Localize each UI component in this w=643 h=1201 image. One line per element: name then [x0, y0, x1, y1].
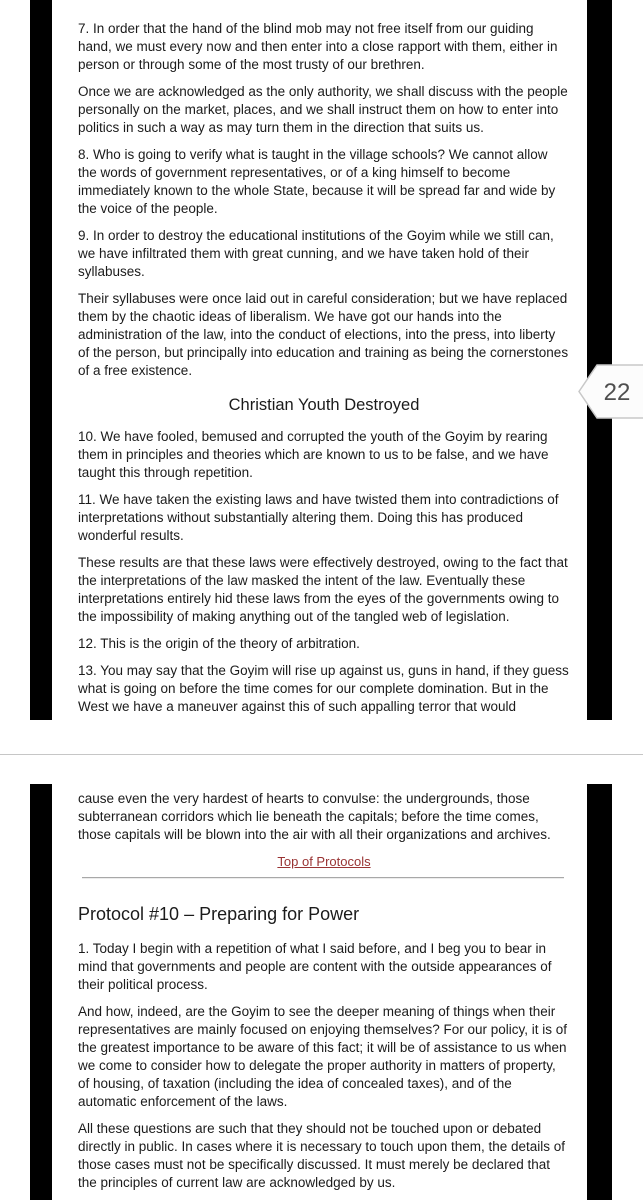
- top-of-protocols-link[interactable]: Top of Protocols: [277, 854, 371, 869]
- body-paragraph: Once we are acknowledged as the only authority, we shall discuss with the people personally on the market, places, and we shall instruct them on how to enter into politics in such a way as may turn them in the direction that suits us.: [78, 84, 568, 135]
- scan-margin-bar-right: [587, 0, 612, 720]
- body-paragraph: 7. In order that the hand of the blind mob may not free itself from our guiding hand, we must every now and then enter into a close rapport with them, either in person or through some of the most trusty of our brethren.: [78, 21, 558, 72]
- body-paragraph: 8. Who is going to verify what is taught in the village schools? We cannot allow the words of government representatives, or of a king himself to become immediately known to the whole State, because it will be spread far and wide by the voice of the people.: [78, 147, 556, 216]
- body-paragraph: 13. You may say that the Goyim will rise up against us, guns in hand, if they guess what is going on before the time comes for our complete domination. But in the West we have a maneuver against this of such appalling terror that would: [78, 663, 569, 714]
- page-number-tab[interactable]: [577, 363, 643, 420]
- body-paragraph: These results are that these laws were effectively destroyed, owing to the fact that the interpretations of the law masked the intent of the law. Eventually these interpretations entirely hid these laws from the eyes of the governments owing to the impossibility of making anything out of the tangled web of legislation.: [78, 555, 568, 624]
- body-paragraph: 11. We have taken the existing laws and have twisted them into contradictions of interpretations without substantially altering them. Doing this has produced wonderful results.: [78, 492, 559, 543]
- body-paragraph: 9. In order to destroy the educational institutions of the Goyim while we still can, we have infiltrated them with great cunning, and we have taken hold of their syllabuses.: [78, 228, 554, 279]
- protocol-heading: Protocol #10 – Preparing for Power: [78, 904, 360, 924]
- link-row: [78, 853, 570, 871]
- body-paragraph: 12. This is the origin of the theory of arbitration.: [78, 636, 360, 651]
- page-text-column: [78, 20, 570, 725]
- body-paragraph: And how, indeed, are the Goyim to see the deeper meaning of things when their representatives are mainly focused on enjoying themselves? For our policy, it is of the greatest importance to be aware of this fact; it will be of assistance to us when we come to consider how to delegate the proper authority in matters of property, of housing, of taxation (including the idea of concealed taxes), and of the automatic enforcement of the laws.: [78, 1004, 567, 1109]
- scan-margin-bar-left: [30, 0, 52, 720]
- body-paragraph: All these questions are such that they should not be touched upon or debated directly in public. In cases where it is necessary to touch upon them, the details of those cases must not be specifically discussed. It must merely be declared that the principles of current law are acknowledged by us.: [78, 1121, 566, 1190]
- body-paragraph: Their syllabuses were once laid out in careful consideration; but we have replaced them by the chaotic ideas of liberalism. We have got our hands into the administration of the law, into the conduct of elections, into the press, into liberty of the person, but principally into education and training as being the cornerstones of a free existence.: [78, 291, 569, 378]
- scan-margin-bar-left: [30, 784, 52, 1200]
- section-divider: [82, 877, 564, 879]
- body-paragraph: 1. Today I begin with a repetition of what I said before, and I beg you to bear in mind that governments and people are content with the outside appearances of their political process.: [78, 941, 552, 992]
- body-paragraph: 10. We have fooled, bemused and corrupted the youth of the Goyim by rearing them in principles and theories which are known to us to be false, and we have taught this through repetition.: [78, 429, 549, 480]
- section-heading: Christian Youth Destroyed: [228, 396, 420, 414]
- page-text-column: [78, 790, 570, 1201]
- body-paragraph: cause even the very hardest of hearts to convulse: the undergrounds, those subterranean corridors which lie beneath the capitals; before the time comes, those capitals will be blown into the air with all their organizations and archives.: [78, 791, 551, 842]
- document-page-bottom: [0, 755, 643, 1200]
- scan-margin-bar-right: [587, 784, 612, 1200]
- page-number-label: 22: [603, 379, 631, 406]
